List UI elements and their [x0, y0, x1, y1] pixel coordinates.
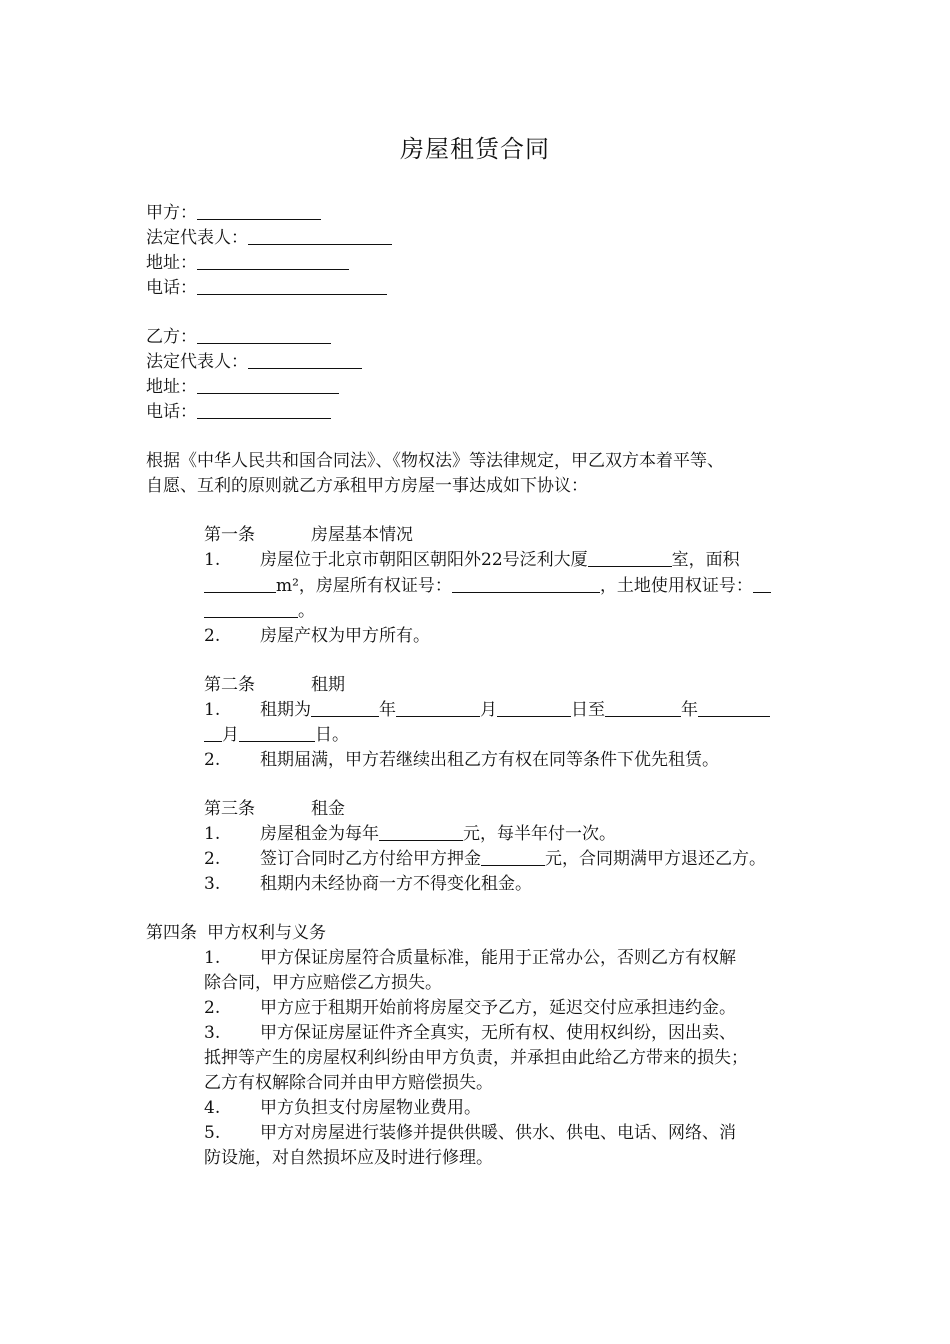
- item-text: 元，每半年付一次。: [463, 824, 616, 844]
- start-year-blank: [311, 699, 379, 717]
- party-b-name-label: 乙方：: [146, 327, 197, 347]
- article-1-item-1-line-3: [204, 599, 315, 623]
- article-1-item-2: [204, 624, 430, 648]
- party-a-address-label: 地址：: [146, 253, 197, 273]
- item-number: 1.: [204, 550, 221, 570]
- article-4-item-3-line-3: 乙方有权解除合同并由甲方赔偿损失。: [204, 1073, 493, 1093]
- document-title: 房屋租赁合同: [400, 135, 550, 163]
- land-cert-blank-2: [204, 600, 298, 618]
- item-text: 元，合同期满甲方退还乙方。: [545, 849, 766, 869]
- item-text: 甲方对房屋进行装修并提供供暖、供水、供电、电话、网络、消: [260, 1123, 736, 1143]
- article-1-number: 第一条: [204, 525, 255, 545]
- ownership-cert-blank: [452, 575, 600, 593]
- item-text: 租期为: [260, 700, 311, 720]
- item-number: 5.: [204, 1123, 221, 1143]
- item-text: 日至: [571, 700, 605, 720]
- article-3-item-1: [204, 822, 616, 846]
- item-text: ，土地使用权证号：: [599, 576, 753, 596]
- article-1-item-1-line-2: [204, 574, 771, 598]
- party-a-address-blank: [197, 252, 349, 270]
- article-4-heading: [146, 921, 326, 945]
- item-text: 。: [298, 601, 315, 621]
- start-day-blank: [497, 699, 571, 717]
- article-3-heading: [204, 797, 345, 821]
- party-b-name-blank: [197, 326, 331, 344]
- party-a-rep-label: 法定代表人：: [146, 228, 248, 248]
- party-a-rep-line: [146, 226, 392, 250]
- article-3-number: 第三条: [204, 799, 255, 819]
- article-3-item-3: [204, 872, 532, 896]
- article-1-heading: [204, 523, 413, 547]
- article-4-item-4: [204, 1096, 481, 1120]
- item-number: 2.: [204, 750, 221, 770]
- article-4-item-5-line-2: 防设施，对自然损坏应及时进行修理。: [204, 1148, 493, 1168]
- land-cert-blank-1: [753, 575, 771, 593]
- item-number: 1.: [204, 824, 221, 844]
- article-4-item-5-line-1: [204, 1121, 736, 1145]
- article-1-title: 房屋基本情况: [311, 525, 413, 545]
- item-text: 甲方保证房屋证件齐全真实，无所有权、使用权纠纷，因出卖、: [260, 1023, 736, 1043]
- party-a-name-line: [146, 201, 321, 225]
- item-text: 签订合同时乙方付给甲方押金: [260, 849, 481, 869]
- article-1-item-1-line-1: [204, 548, 740, 572]
- article-2-number: 第二条: [204, 675, 255, 695]
- party-b-rep-line: [146, 350, 362, 374]
- preamble-line-1: 根据《中华人民共和国合同法》、《物权法》等法律规定，甲乙双方本着平等、: [146, 451, 724, 471]
- party-a-address-line: [146, 251, 349, 275]
- item-text: 月: [480, 700, 497, 720]
- item-number: 3.: [204, 874, 221, 894]
- item-text: 甲方保证房屋符合质量标准，能用于正常办公，否则乙方有权解: [260, 948, 736, 968]
- item-number: 2.: [204, 626, 221, 646]
- item-text: 租期届满，甲方若继续出租乙方有权在同等条件下优先租赁。: [260, 750, 719, 770]
- party-a-rep-blank: [248, 227, 392, 245]
- party-b-name-line: [146, 325, 331, 349]
- party-b-phone-blank: [197, 401, 331, 419]
- start-month-blank: [396, 699, 480, 717]
- item-text: 租期内未经协商一方不得变化租金。: [260, 874, 532, 894]
- item-text: 月: [222, 725, 239, 745]
- party-b-phone-line: [146, 400, 331, 424]
- item-text: m²，房屋所有权证号：: [276, 576, 452, 596]
- deposit-blank: [481, 848, 545, 866]
- end-day-blank: [239, 724, 315, 742]
- item-number: 2.: [204, 849, 221, 869]
- party-b-phone-label: 电话：: [146, 402, 197, 422]
- article-4-title: 甲方权利与义务: [207, 923, 326, 943]
- article-4-number: 第四条: [146, 923, 197, 943]
- item-number: 3.: [204, 1023, 221, 1043]
- party-b-address-blank: [197, 376, 339, 394]
- end-month-blank-2: [204, 724, 222, 742]
- item-text: 房屋租金为每年: [260, 824, 379, 844]
- annual-rent-blank: [379, 823, 463, 841]
- item-text: 年: [681, 700, 698, 720]
- article-2-heading: [204, 673, 345, 697]
- article-2-item-1-line-1: [204, 698, 770, 722]
- party-a-name-blank: [197, 202, 321, 220]
- article-4-item-2: [204, 996, 736, 1020]
- area-blank: [204, 575, 276, 593]
- party-b-address-label: 地址：: [146, 377, 197, 397]
- party-a-phone-line: [146, 276, 387, 300]
- party-b-rep-label: 法定代表人：: [146, 352, 248, 372]
- room-blank: [588, 549, 672, 567]
- item-number: 2.: [204, 998, 221, 1018]
- article-4-item-3-line-1: [204, 1021, 736, 1045]
- article-2-item-2: [204, 748, 719, 772]
- party-a-name-label: 甲方：: [146, 203, 197, 223]
- article-3-title: 租金: [311, 799, 345, 819]
- end-year-blank: [605, 699, 681, 717]
- item-text: 房屋产权为甲方所有。: [260, 626, 430, 646]
- article-4-item-1-line-1: [204, 946, 736, 970]
- end-month-blank-1: [698, 699, 770, 717]
- item-text: 年: [379, 700, 396, 720]
- article-4-item-1-line-2: 除合同，甲方应赔偿乙方损失。: [204, 973, 442, 993]
- item-text: 日。: [315, 725, 349, 745]
- preamble-line-2: 自愿、互利的原则就乙方承租甲方房屋一事达成如下协议：: [146, 476, 588, 496]
- party-b-rep-blank: [248, 351, 362, 369]
- item-number: 4.: [204, 1098, 221, 1118]
- item-text: 甲方应于租期开始前将房屋交予乙方，延迟交付应承担违约金。: [260, 998, 736, 1018]
- item-text: 室，面积: [671, 550, 740, 570]
- party-b-address-line: [146, 375, 339, 399]
- article-3-item-2: [204, 847, 766, 871]
- item-number: 1.: [204, 700, 221, 720]
- party-a-phone-blank: [197, 277, 387, 295]
- item-text: 甲方负担支付房屋物业费用。: [260, 1098, 481, 1118]
- article-2-title: 租期: [311, 675, 345, 695]
- article-4-item-3-line-2: 抵押等产生的房屋权利纠纷由甲方负责，并承担由此给乙方带来的损失；: [204, 1048, 748, 1068]
- item-number: 1.: [204, 948, 221, 968]
- article-2-item-1-line-2: [204, 723, 349, 747]
- item-text: 房屋位于北京市朝阳区朝阳外22号泛利大厦: [260, 550, 588, 570]
- party-a-phone-label: 电话：: [146, 278, 197, 298]
